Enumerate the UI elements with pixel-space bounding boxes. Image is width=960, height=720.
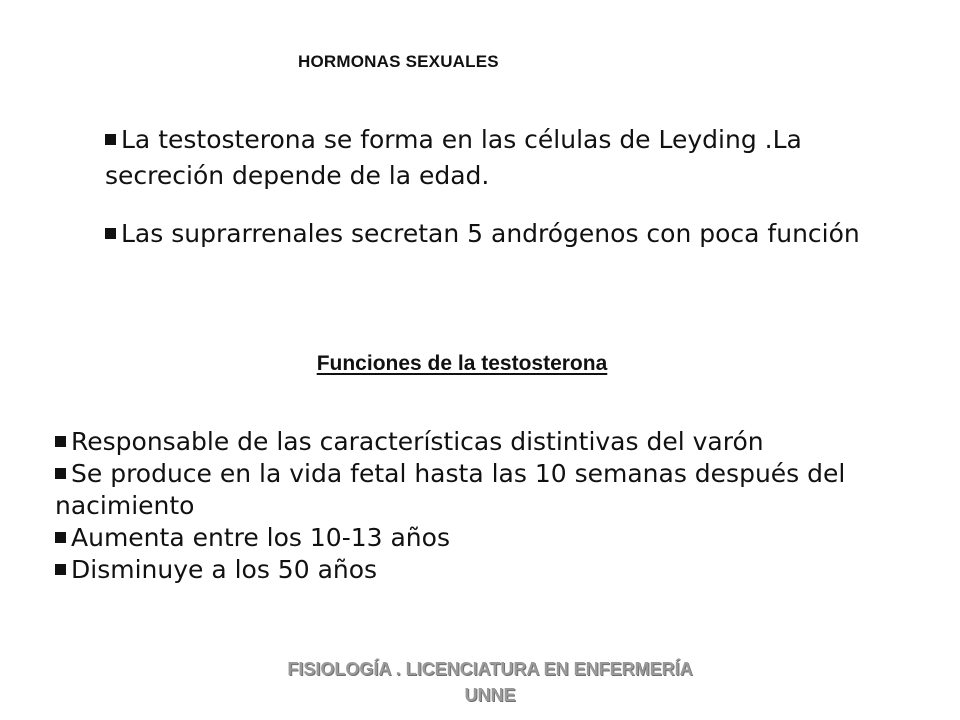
function-item-text: Disminuye a los 50 años (71, 555, 378, 584)
intro-item-text: La testosterona se forma en las células de Leyding .La secreción depende de la edad. (105, 125, 802, 190)
function-item (55, 554, 915, 586)
function-item (55, 522, 915, 554)
slide-title: HORMONAS SEXUALES (298, 52, 499, 71)
square-bullet-icon (105, 134, 116, 145)
function-item-text: Responsable de las características distintivas del varón (71, 427, 764, 456)
intro-item-text: Las suprarrenales secretan 5 andrógenos con poca función (121, 219, 860, 248)
square-bullet-icon (55, 564, 66, 575)
function-item-text: Se produce en la vida fetal hasta las 10 semanas después del nacimiento (55, 459, 846, 520)
footer-line-course: FISIOLOGÍA . LICENCIATURA EN ENFERMERÍA (287, 659, 693, 679)
square-bullet-icon (105, 228, 116, 239)
intro-list (105, 122, 925, 274)
footer-line-university: UNNE (464, 685, 516, 705)
function-item (55, 426, 915, 458)
intro-item (105, 122, 925, 194)
square-bullet-icon (55, 532, 66, 543)
square-bullet-icon (55, 468, 66, 479)
functions-list (55, 426, 915, 586)
intro-item (105, 216, 925, 252)
function-item-text: Aumenta entre los 10-13 años (71, 523, 450, 552)
section-title: Funciones de la testosterona (316, 352, 608, 375)
square-bullet-icon (55, 436, 66, 447)
function-item (55, 458, 915, 522)
footer (0, 656, 960, 708)
